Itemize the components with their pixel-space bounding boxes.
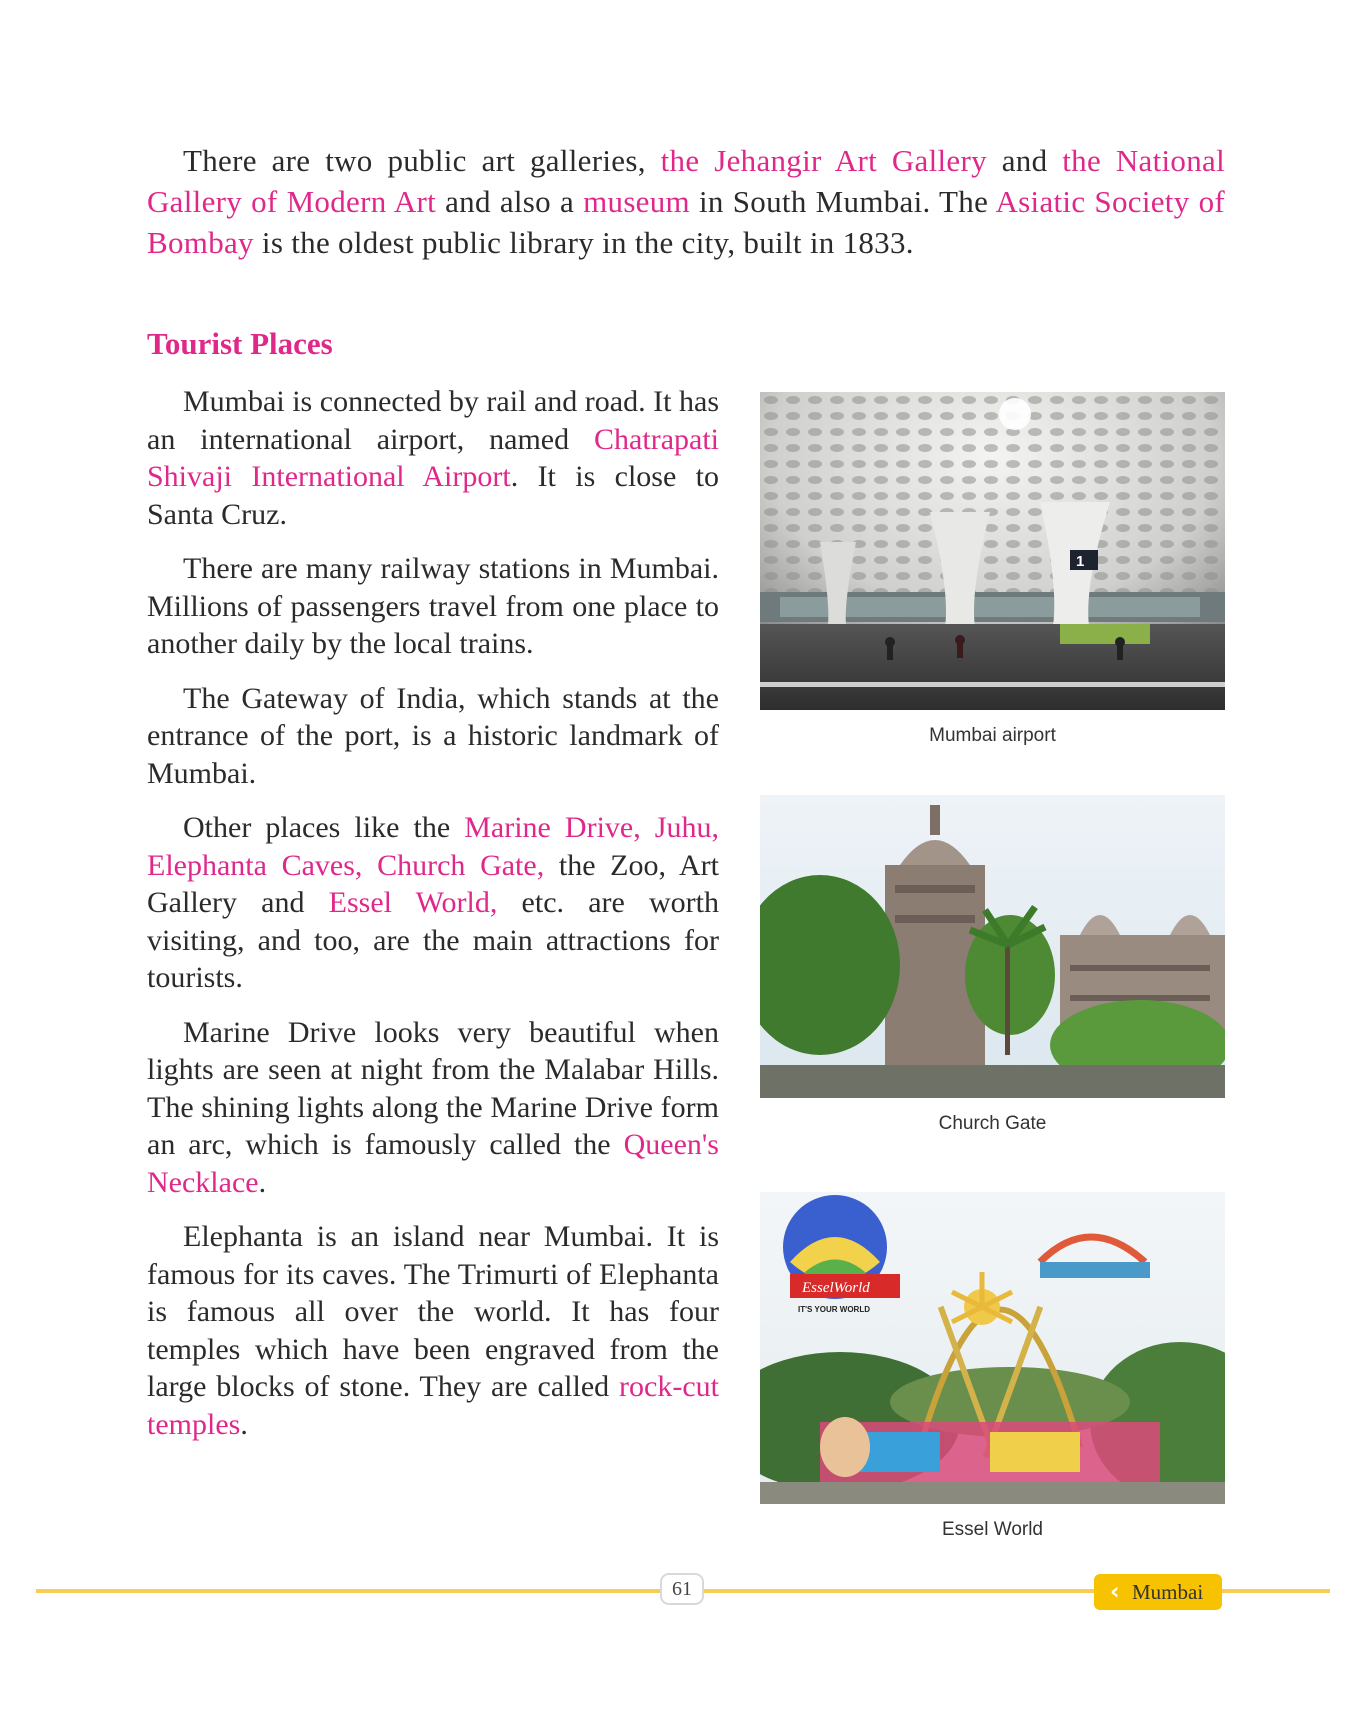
intro-text: is the oldest public library in the city, built in 1833. <box>253 225 914 260</box>
highlight-airport-name: Chatrapati Shivaji International Airport <box>147 422 719 493</box>
highlight-asiatic-society: Asiatic Society of Bombay <box>147 184 1225 260</box>
highlight-jehangir-art-gallery: the Jehangir Art Gallery <box>660 143 987 178</box>
intro-paragraph <box>147 140 1225 263</box>
paragraph-places <box>147 809 719 997</box>
caption-church-gate: Church Gate <box>938 1113 1047 1134</box>
paragraph-text: . It is close to Santa Cruz. <box>147 460 719 531</box>
essel-world-logo-text: EsselWorld <box>802 1280 870 1296</box>
paragraph-text: Marine Drive looks very beautiful when lights are seen at night from the Malabar Hills. The shining lights along the Marine Drive form an arc, which is famously called the <box>147 1015 719 1161</box>
highlight-places: Marine Drive, Juhu, Elephanta Caves, Church Gate, <box>147 811 719 882</box>
chapter-tag <box>1094 1574 1222 1610</box>
intro-text: in South Mumbai. The <box>689 184 996 219</box>
highlight-national-gallery: the National Gallery of Modern Art <box>147 143 1225 219</box>
airport-illustration <box>760 392 1225 710</box>
intro-text: and <box>986 143 1063 178</box>
intro-text: and also a <box>436 184 584 219</box>
caption-mumbai-airport: Mumbai airport <box>929 725 1056 746</box>
paragraph-marine-drive <box>147 1014 719 1202</box>
essel-world-illustration <box>760 1192 1225 1504</box>
paragraph-airport <box>147 383 719 533</box>
paragraph-text: Elephanta is an island near Mumbai. It is famous for its caves. The Trimurti of Elephanta is famous all over the world. It has four temples which have been engraved from the large blocks of stone. They are called <box>147 1220 719 1403</box>
paragraph-railway <box>147 550 719 663</box>
chapter-label: Mumbai <box>1132 1580 1204 1604</box>
paragraph-text: the Zoo, Art Gallery and <box>147 848 720 919</box>
paragraph-text: Other places like the <box>183 811 465 844</box>
intro-text: There are two public art galleries, <box>183 143 661 178</box>
paragraph-text: etc. are worth visiting, and too, are the main attractions for tourists. <box>147 886 720 994</box>
church-gate-illustration <box>760 795 1225 1098</box>
chevron-left-icon: ‹ <box>1110 1579 1120 1605</box>
essel-world-logo-tagline: IT'S YOUR WORLD <box>798 1305 870 1314</box>
paragraph-text: There are many railway stations in Mumbai. Millions of passengers travel from one place to another daily by the local trains. <box>147 552 719 660</box>
caption-essel-world: Essel World <box>941 1519 1043 1540</box>
page-number: 61 <box>660 1573 704 1605</box>
section-heading: Tourist Places <box>147 326 333 361</box>
paragraph-gateway <box>147 680 719 793</box>
essel-world-photo <box>760 1192 1225 1504</box>
highlight-queens-necklace: Queen's Necklace <box>147 1128 719 1199</box>
paragraph-text: . <box>240 1407 248 1441</box>
figure-mumbai-airport <box>760 392 1225 747</box>
figure-essel-world <box>760 1192 1225 1541</box>
figure-church-gate <box>760 795 1225 1135</box>
paragraph-text: The Gateway of India, which stands at the entrance of the port, is a historic landmark of Mumbai. <box>147 681 719 790</box>
airport-sign-number: 1 <box>1076 553 1085 570</box>
paragraph-elephanta <box>147 1218 719 1443</box>
paragraph-text: Mumbai is connected by rail and road. It has an international airport, named <box>147 385 719 456</box>
mumbai-airport-photo <box>760 392 1225 710</box>
highlight-museum: museum <box>583 184 690 219</box>
church-gate-photo <box>760 795 1225 1098</box>
highlight-rock-cut-temples: rock-cut temples <box>147 1370 719 1441</box>
paragraph-text: . <box>258 1165 267 1199</box>
text-column <box>147 383 719 1460</box>
highlight-essel-world: Essel World, <box>328 886 498 919</box>
